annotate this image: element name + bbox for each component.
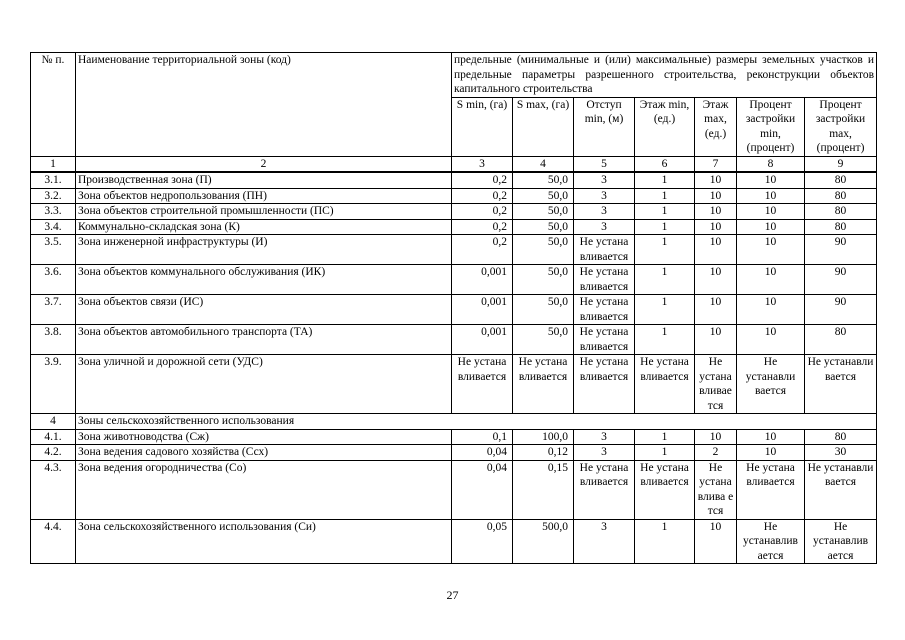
value-cell: 10	[737, 325, 805, 355]
table-row	[31, 265, 877, 295]
value-cell: 1	[635, 235, 695, 265]
table-row	[31, 188, 877, 204]
column-number-cell: 7	[695, 156, 737, 172]
value-cell: 30	[805, 445, 877, 461]
value-cell: Не устанавли вается	[737, 355, 805, 414]
value-cell: 50,0	[513, 325, 574, 355]
value-cell: 3	[574, 172, 635, 188]
section-number-cell: 4	[31, 414, 76, 430]
value-cell: 3	[574, 445, 635, 461]
value-cell: 50,0	[513, 172, 574, 188]
table-row	[31, 172, 877, 188]
value-cell: 3	[574, 219, 635, 235]
column-numbering-row	[31, 156, 877, 172]
header-parameters-group-cell: предельные (минимальные и (или) максимальные) размеры земельных участков и предельные параметры разрешенного строительства, реконструкции объектов капитального строительства	[452, 53, 877, 98]
value-cell: Не устана вливается	[513, 355, 574, 414]
value-cell: 3	[574, 204, 635, 220]
row-number-cell: 3.1.	[31, 172, 76, 188]
value-cell: Не устана вливается	[635, 355, 695, 414]
zone-name-cell: Зона объектов связи (ИС)	[76, 295, 452, 325]
column-number-cell: 6	[635, 156, 695, 172]
header-col-cell: S min, (га)	[452, 97, 513, 156]
value-cell: Не устана вливае тся	[695, 355, 737, 414]
value-cell: 10	[737, 445, 805, 461]
zone-name-cell: Зона ведения огородничества (Со)	[76, 460, 452, 519]
value-cell: 10	[695, 188, 737, 204]
header-col-cell: Процент застройки max, (процент)	[805, 97, 877, 156]
row-number-cell: 4.3.	[31, 460, 76, 519]
value-cell: 1	[635, 429, 695, 445]
value-cell: 500,0	[513, 519, 574, 564]
value-cell: 3	[574, 188, 635, 204]
value-cell: Не устана вливается	[574, 460, 635, 519]
value-cell: 50,0	[513, 188, 574, 204]
value-cell: 1	[635, 265, 695, 295]
value-cell: 0,2	[452, 235, 513, 265]
zone-name-cell: Зона объектов строительной промышленности (ПС)	[76, 204, 452, 220]
value-cell: 10	[737, 219, 805, 235]
column-number-cell: 5	[574, 156, 635, 172]
value-cell: 0,04	[452, 460, 513, 519]
zone-name-cell: Зона сельскохозяйственного использования (Си)	[76, 519, 452, 564]
header-row	[31, 53, 877, 98]
value-cell: 10	[695, 265, 737, 295]
value-cell: Не устана вливается	[574, 355, 635, 414]
value-cell: 80	[805, 325, 877, 355]
value-cell: 50,0	[513, 295, 574, 325]
value-cell: 0,04	[452, 445, 513, 461]
table-row	[31, 460, 877, 519]
value-cell: Не устана вливается	[737, 460, 805, 519]
column-number-cell: 9	[805, 156, 877, 172]
value-cell: Не устана вливается	[635, 460, 695, 519]
value-cell: 0,001	[452, 325, 513, 355]
header-col-cell: Процент застройки min, (процент)	[737, 97, 805, 156]
header-col-cell: Отступ min, (м)	[574, 97, 635, 156]
row-number-cell: 4.1.	[31, 429, 76, 445]
column-number-cell: 1	[31, 156, 76, 172]
value-cell: 1	[635, 325, 695, 355]
value-cell: Не устана вливается	[452, 355, 513, 414]
value-cell: 10	[737, 429, 805, 445]
value-cell: 10	[737, 235, 805, 265]
header-col-cell: Этаж max, (ед.)	[695, 97, 737, 156]
value-cell: Не устана вливается	[574, 325, 635, 355]
table-row	[31, 325, 877, 355]
column-number-cell: 4	[513, 156, 574, 172]
value-cell: Не устанавли вается	[805, 355, 877, 414]
zones-table	[30, 52, 877, 564]
value-cell: 0,001	[452, 295, 513, 325]
value-cell: 2	[695, 445, 737, 461]
table-row	[31, 295, 877, 325]
value-cell: 10	[695, 219, 737, 235]
zone-name-cell: Зона инженерной инфраструктуры (И)	[76, 235, 452, 265]
value-cell: 50,0	[513, 204, 574, 220]
value-cell: 0,2	[452, 172, 513, 188]
value-cell: 3	[574, 429, 635, 445]
value-cell: 90	[805, 235, 877, 265]
value-cell: 10	[695, 519, 737, 564]
section-row	[31, 414, 877, 430]
value-cell: 50,0	[513, 235, 574, 265]
zone-name-cell: Зона объектов недропользования (ПН)	[76, 188, 452, 204]
zone-name-cell: Зона уличной и дорожной сети (УДС)	[76, 355, 452, 414]
value-cell: 10	[737, 204, 805, 220]
value-cell: 50,0	[513, 219, 574, 235]
value-cell: 80	[805, 204, 877, 220]
value-cell: Не устана вливается	[574, 265, 635, 295]
value-cell: 90	[805, 295, 877, 325]
value-cell: 80	[805, 188, 877, 204]
column-number-cell: 2	[76, 156, 452, 172]
value-cell: 3	[574, 519, 635, 564]
row-number-cell: 3.9.	[31, 355, 76, 414]
value-cell: 1	[635, 295, 695, 325]
value-cell: 10	[695, 235, 737, 265]
column-number-cell: 3	[452, 156, 513, 172]
table-row	[31, 429, 877, 445]
value-cell: 100,0	[513, 429, 574, 445]
value-cell: 1	[635, 219, 695, 235]
header-num-cell: № п.	[31, 53, 76, 157]
zone-name-cell: Зона животноводства (Сж)	[76, 429, 452, 445]
value-cell: 10	[737, 188, 805, 204]
value-cell: 10	[695, 172, 737, 188]
value-cell: 0,05	[452, 519, 513, 564]
value-cell: 10	[695, 204, 737, 220]
value-cell: 1	[635, 204, 695, 220]
value-cell: 1	[635, 519, 695, 564]
value-cell: 0,12	[513, 445, 574, 461]
row-number-cell: 3.5.	[31, 235, 76, 265]
value-cell: 10	[695, 295, 737, 325]
row-number-cell: 3.2.	[31, 188, 76, 204]
value-cell: 0,2	[452, 219, 513, 235]
table-row	[31, 219, 877, 235]
table-row	[31, 204, 877, 220]
row-number-cell: 3.7.	[31, 295, 76, 325]
row-number-cell: 3.4.	[31, 219, 76, 235]
header-col-cell: Этаж min, (ед.)	[635, 97, 695, 156]
row-number-cell: 4.4.	[31, 519, 76, 564]
zone-name-cell: Зона объектов автомобильного транспорта (ТА)	[76, 325, 452, 355]
value-cell: 80	[805, 219, 877, 235]
column-number-cell: 8	[737, 156, 805, 172]
value-cell: Не устана вливается	[574, 295, 635, 325]
value-cell: 1	[635, 445, 695, 461]
value-cell: 10	[737, 295, 805, 325]
zone-name-cell: Зона ведения садового хозяйства (Ссх)	[76, 445, 452, 461]
value-cell: Не устанавли вается	[805, 460, 877, 519]
value-cell: 0,2	[452, 204, 513, 220]
value-cell: 80	[805, 172, 877, 188]
header-col-cell: S max, (га)	[513, 97, 574, 156]
table-row	[31, 445, 877, 461]
value-cell: 10	[695, 325, 737, 355]
table-row	[31, 235, 877, 265]
table-body	[31, 53, 877, 564]
row-number-cell: 3.8.	[31, 325, 76, 355]
value-cell: Не устанавлив ается	[737, 519, 805, 564]
value-cell: 10	[737, 265, 805, 295]
value-cell: 0,001	[452, 265, 513, 295]
value-cell: 0,15	[513, 460, 574, 519]
row-number-cell: 3.6.	[31, 265, 76, 295]
row-number-cell: 4.2.	[31, 445, 76, 461]
value-cell: Не устана влива е тся	[695, 460, 737, 519]
value-cell: 10	[695, 429, 737, 445]
zone-name-cell: Коммунально-складская зона (К)	[76, 219, 452, 235]
page-number: 27	[446, 588, 459, 602]
value-cell: 0,1	[452, 429, 513, 445]
value-cell: 90	[805, 265, 877, 295]
table-row	[31, 519, 877, 564]
row-number-cell: 3.3.	[31, 204, 76, 220]
header-zone-name-cell: Наименование территориальной зоны (код)	[76, 53, 452, 157]
value-cell: Не устанавлив ается	[805, 519, 877, 564]
value-cell: 1	[635, 188, 695, 204]
value-cell: 1	[635, 172, 695, 188]
section-name-cell: Зоны сельскохозяйственного использования	[76, 414, 877, 430]
value-cell: 80	[805, 429, 877, 445]
zone-name-cell: Зона объектов коммунального обслуживания (ИК)	[76, 265, 452, 295]
value-cell: 10	[737, 172, 805, 188]
value-cell: 50,0	[513, 265, 574, 295]
table-row	[31, 355, 877, 414]
value-cell: 0,2	[452, 188, 513, 204]
zone-name-cell: Производственная зона (П)	[76, 172, 452, 188]
value-cell: Не устана вливается	[574, 235, 635, 265]
